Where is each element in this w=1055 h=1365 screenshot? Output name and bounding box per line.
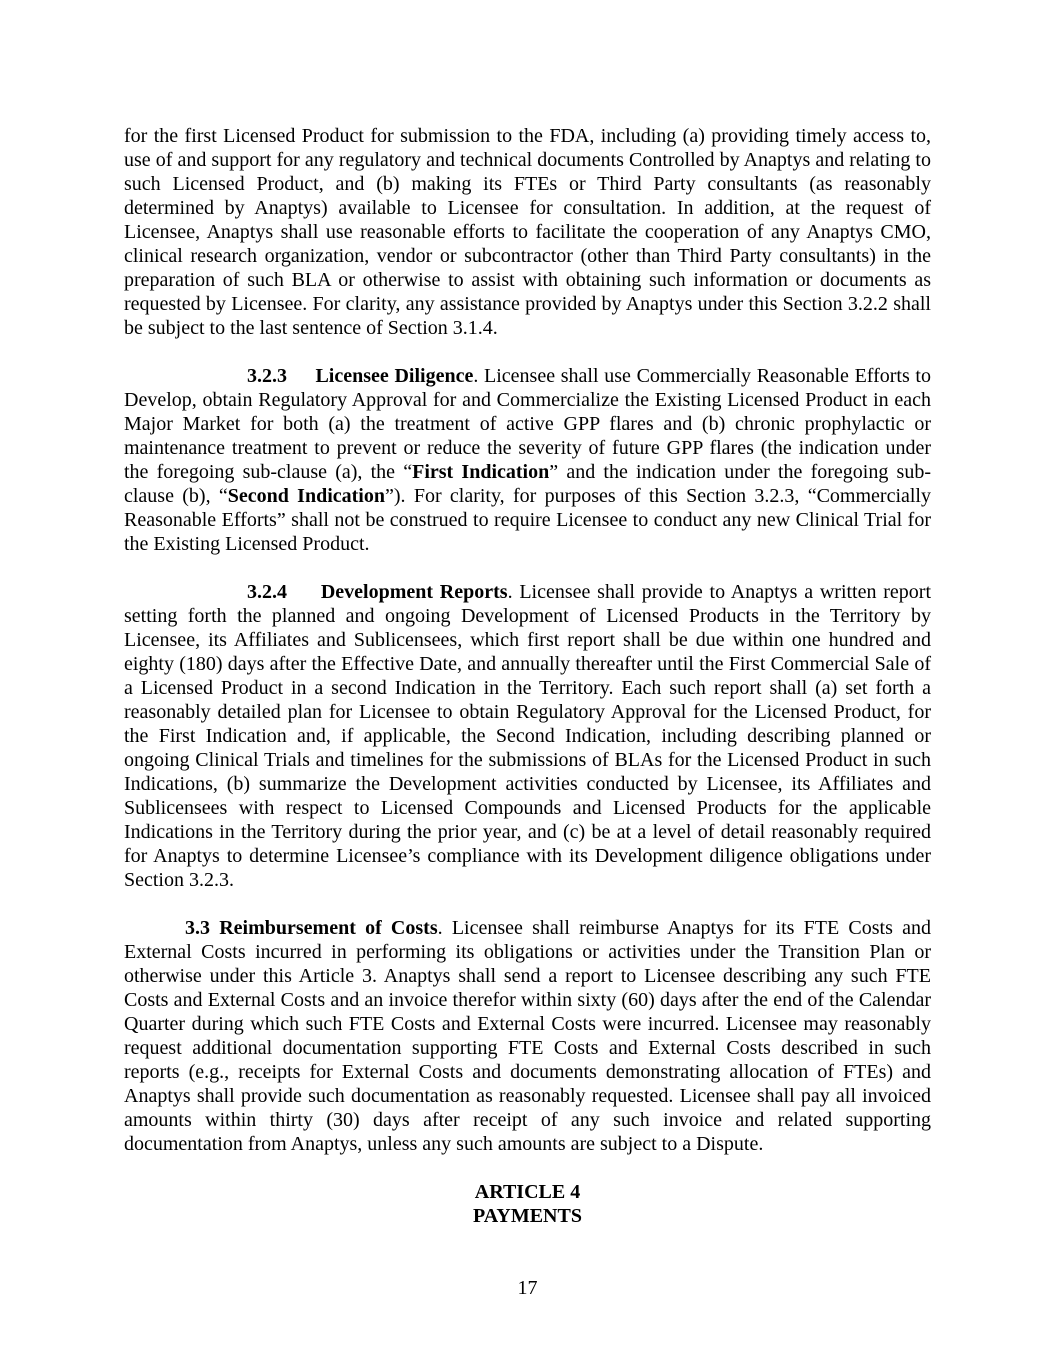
text-run: ” and the indication under the foregoing sub-clause (b), “ — [124, 461, 931, 507]
article-4-heading — [124, 1180, 931, 1228]
article-number: ARTICLE 4 — [474, 1181, 581, 1203]
bold-text-run: 3.2.3 Licensee Diligence — [247, 365, 474, 387]
text-run: ”). For clarity, for purposes of this Section 3.2.3, “Commercially Reasonable Efforts” shall not be construed to require Licensee to conduct any new Clinical Trial for the Existing Licensed Product. — [124, 485, 931, 555]
paragraph-3-3-reimbursement-of-costs — [124, 916, 931, 1156]
bold-text-run: Second Indication — [227, 485, 385, 507]
text-run: . Licensee shall use Commercially Reasonable Efforts to Develop, obtain Regulatory Approval for and Commercialize the Existing Licensed Product in each Major Market for both (a) the treatment of active GPP flares and (b) chronic prophylactic or maintenance treatment to prevent or reduce the severity of future GPP flares (the indication under the foregoing sub-clause (a), the “ — [124, 365, 931, 483]
text-run: . Licensee shall provide to Anaptys a written report setting forth the planned and ongoing Development of Licensed Products in the Territory by Licensee, its Affiliates and Sublicensees, which first report shall be due within one hundred and eighty (180) days after the Effective Date, and annually thereafter until the First Commercial Sale of a Licensed Product in a second Indication in the Territory. Each such report shall (a) set forth a reasonably detailed plan for Licensee to obtain Regulatory Approval for the Licensed Product, for the First Indication and, if applicable, the Second Indication, including describing planned or ongoing Clinical Trials and timelines for the submissions of BLAs for the Licensed Product in such Indications, (b) summarize the Development activities conducted by Licensee, its Affiliates and Sublicensees with respect to Licensed Compounds and Licensed Products for the applicable Indications in the Territory during the prior year, and (c) be at a level of detail reasonably required for Anaptys to determine Licensee’s compliance with its Development diligence obligations under Section 3.2.3. — [124, 581, 932, 891]
paragraph-3-2-3-licensee-diligence — [124, 364, 931, 556]
text-run: . Licensee shall reimburse Anaptys for its FTE Costs and External Costs incurred in performing its obligations or activities under the Transition Plan or otherwise under this Article 3. Anaptys shall send a report to Licensee describing any such FTE Costs and External Costs and an invoice therefor within sixty (60) days after the end of the Calendar Quarter during which such FTE Costs and External Costs were incurred. Licensee may reasonably request additional documentation supporting FTE Costs and External Costs described in such reports (e.g., receipts for External Costs and documents demonstrating allocation of FTEs) and Anaptys shall provide such documentation as reasonably requested. Licensee shall pay all invoiced amounts within thirty (30) days after receipt of any such invoice and related supporting documentation from Anaptys, unless any such amounts are subject to a Dispute. — [124, 917, 931, 1155]
page-body — [124, 124, 931, 1228]
bold-text-run: 3.3 Reimbursement of Costs — [185, 917, 438, 939]
page-number: 17 — [517, 1277, 538, 1299]
bold-text-run: 3.2.4 Development Reports — [247, 581, 508, 603]
paragraph-3-2-2-continuation — [124, 124, 931, 340]
article-title: PAYMENTS — [473, 1205, 582, 1227]
bold-text-run: First Indication — [412, 461, 550, 483]
text-run: for the first Licensed Product for submission to the FDA, including (a) providing timely access to, use of and support for any regulatory and technical documents Controlled by Anaptys and relating to such Licensed Product, and (b) making its FTEs or Third Party consultants (as reasonably determined by Anaptys) available to Licensee for consultation. In addition, at the request of Licensee, Anaptys shall use reasonable efforts to facilitate the cooperation of any Anaptys CMO, clinical research organization, vendor or subcontractor (other than Third Party consultants) in the preparation of such BLA or otherwise to assist with obtaining such information or documents as requested by Licensee. For clarity, any assistance provided by Anaptys under this Section 3.2.2 shall be subject to the last sentence of Section 3.1.4. — [124, 125, 931, 339]
paragraph-3-2-4-development-reports — [124, 580, 931, 892]
